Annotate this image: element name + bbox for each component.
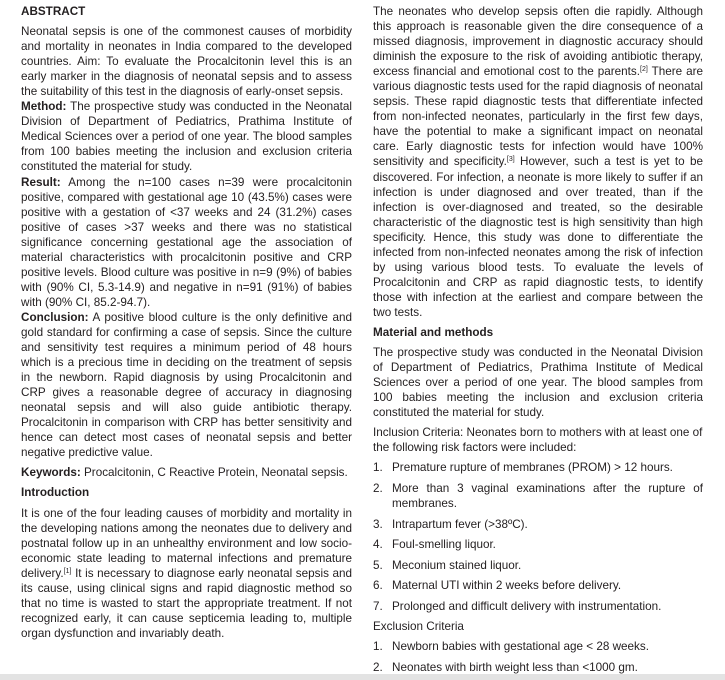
- left-column: [21, 4, 352, 641]
- right-paragraph-1: [373, 4, 703, 320]
- abstract-method: [21, 99, 352, 174]
- inclusion-item: [373, 558, 703, 573]
- intro-text: It is one of the four leading causes of morbidity and mortality in the developing nations among the neonates due to delivery and postnatal follow up in an unhealthy environment and low socio-economic state leading to maternal infections and premature delivery.: [21, 506, 352, 580]
- conclusion-label: Conclusion:: [21, 310, 89, 324]
- keywords-label: Keywords:: [21, 466, 81, 480]
- list-text: Newborn babies with gestational age < 28 weeks.: [392, 640, 649, 654]
- list-number: 2.: [373, 660, 383, 674]
- inclusion-item: [373, 537, 703, 552]
- keywords: [21, 465, 352, 480]
- list-number: 1.: [373, 640, 383, 654]
- list-number: 7.: [373, 599, 383, 613]
- abstract-intro: Neonatal sepsis is one of the commonest causes of morbidity and mortality in neonates in India compared to the developed countries. Aim: To evaluate the Procalcitonin level this is an early marker in the diagnosis of neonatal sepsis and to assess the suitability of this test in the diagnosis of early-onset sepsis.: [21, 25, 352, 99]
- inclusion-item: [373, 517, 703, 532]
- list-number: 3.: [373, 517, 383, 531]
- para1-c: However, such a test is yet to be discovered. For infection, a neonate is more likely to suffer if an infection is under diagnosed and over treated, than if the infection is over-diagnosed and treated, so the desirable characteristic of the diagnostic test is high sensitivity than high specificity. Hence, this study was done to differentiate the infected from non-infected neonates among the risk of infection by using various blood tests. To evaluate the levels of Procalcitonin and CRP as rapid diagnostic tests, to identify those with infection at the earliest and compare between the two tests.: [373, 155, 703, 319]
- right-column: [373, 4, 703, 680]
- page-bottom-bar: [0, 674, 725, 680]
- inclusion-item: [373, 578, 703, 593]
- list-number: 1.: [373, 461, 383, 475]
- result-label: Result:: [21, 175, 61, 189]
- list-text: Neonates with birth weight less than <1000 gm.: [392, 660, 638, 674]
- abstract-result: [21, 175, 352, 310]
- list-text: Premature rupture of membranes (PROM) > 12 hours.: [392, 461, 673, 475]
- list-text: Prolonged and difficult delivery with instrumentation.: [392, 599, 662, 613]
- inclusion-item: [373, 599, 703, 614]
- list-text: More than 3 vaginal examinations after the rupture of membranes.: [392, 481, 703, 510]
- abstract-conclusion: [21, 310, 352, 460]
- inclusion-list: [373, 460, 703, 613]
- exclusion-item: [373, 639, 703, 654]
- abstract-heading: ABSTRACT: [21, 5, 86, 18]
- para1-a: The neonates who develop sepsis often die rapidly. Although this approach is reasonable given the dire consequence of a missed diagnosis, improvement in diagnostic accuracy should diminish the exposure to the risk of avoiding antibiotic therapy, excess financial and emotional cost to the parents.: [373, 5, 703, 79]
- exclusion-item: [373, 660, 703, 675]
- para1-b: There are various diagnostic tests used for the rapid diagnosis of neonatal sepsis. These rapid diagnostic tests that differentiate infected from non-infected neonates, particularly in the first few days, have the potential to make a significant impact on neonatal care. Early diagnostic tests for infection would have 100% sensitivity and specificity.: [373, 65, 703, 169]
- introduction-heading: Introduction: [21, 486, 90, 500]
- keywords-text: Procalcitonin, C Reactive Protein, Neonatal sepsis.: [84, 466, 348, 480]
- list-number: 6.: [373, 579, 383, 593]
- methods-heading: Material and methods: [373, 325, 494, 339]
- methods-paragraph: The prospective study was conducted in the Neonatal Division of Department of Pediatrics, Prathima Institute of Medical Sciences over a period of one year. The blood samples from 100 babies meeting the inclusion and exclusion criteria constituted the material for study.: [373, 346, 703, 420]
- citation-1: [1]: [63, 567, 72, 575]
- method-text: The prospective study was conducted in the Neonatal Division of Department of Pediatrics, Prathima Institute of Medical Sciences over a period of one year. The blood samples from 100 babies meeting the inclusion and exclusion criteria constituted the material for study.: [21, 100, 353, 174]
- inclusion-item: [373, 481, 703, 511]
- inclusion-item: [373, 460, 703, 475]
- intro-text-2: It is necessary to diagnose early neonatal sepsis and its cause, using clinical signs and rapid diagnostic method so that no time is wasted to start the appropriate treatment. If not recognized early, it can cause septicemia leading to, multiple organ dysfunction and invariably death.: [21, 566, 353, 640]
- exclusion-list: [373, 639, 703, 675]
- citation-2: [2]: [640, 66, 648, 74]
- list-number: 5.: [373, 558, 383, 572]
- method-label: Method:: [21, 100, 67, 114]
- list-text: Maternal UTI within 2 weeks before delivery.: [392, 579, 622, 593]
- inclusion-criteria-text: Inclusion Criteria: Neonates born to mothers with at least one of the following risk factors were included:: [373, 426, 703, 455]
- list-text: Meconium stained liquor.: [392, 558, 522, 572]
- citation-3: [3]: [506, 156, 515, 164]
- introduction-paragraph: [21, 506, 352, 641]
- list-text: Intrapartum fever (>38ºC).: [392, 517, 528, 531]
- exclusion-heading: Exclusion Criteria: [373, 620, 464, 634]
- conclusion-text: A positive blood culture is the only definitive and gold standard for confirming a case of sepsis. Since the culture and sensitivity test requires a minimum period of 48 hours which is a precious time in deciding on the treatment of sepsis in the newborn. Rapid diagnosis by using Procalcitonin and CRP gives a reasonable degree of accuracy in diagnosing neonatal sepsis and will also guide antibiotic therapy. Procalcitonin in comparison with CRP has better sensitivity and hence can detect most cases of neonatal sepsis and better negative predictive value.: [21, 310, 352, 460]
- list-number: 2.: [373, 481, 383, 495]
- result-text: Among the n=100 cases n=39 were procalcitonin positive, compared with gestational age 10 (43.5%) cases were positive with a gestation of <37 weeks and 24 (31.2%) cases positive of cases >37 weeks and there was no statistical significance concerning gestational age the association of material characteristics with procalcitonin positive and CRP positive levels. Blood culture was positive in n=9 (9%) of babies with (90% CI, 5.3-14.9) and negative in n=91 (91%) of babies with (90% CI, 85.2-94.7).: [21, 175, 352, 309]
- list-number: 4.: [373, 538, 383, 552]
- list-text: Foul-smelling liquor.: [392, 538, 496, 552]
